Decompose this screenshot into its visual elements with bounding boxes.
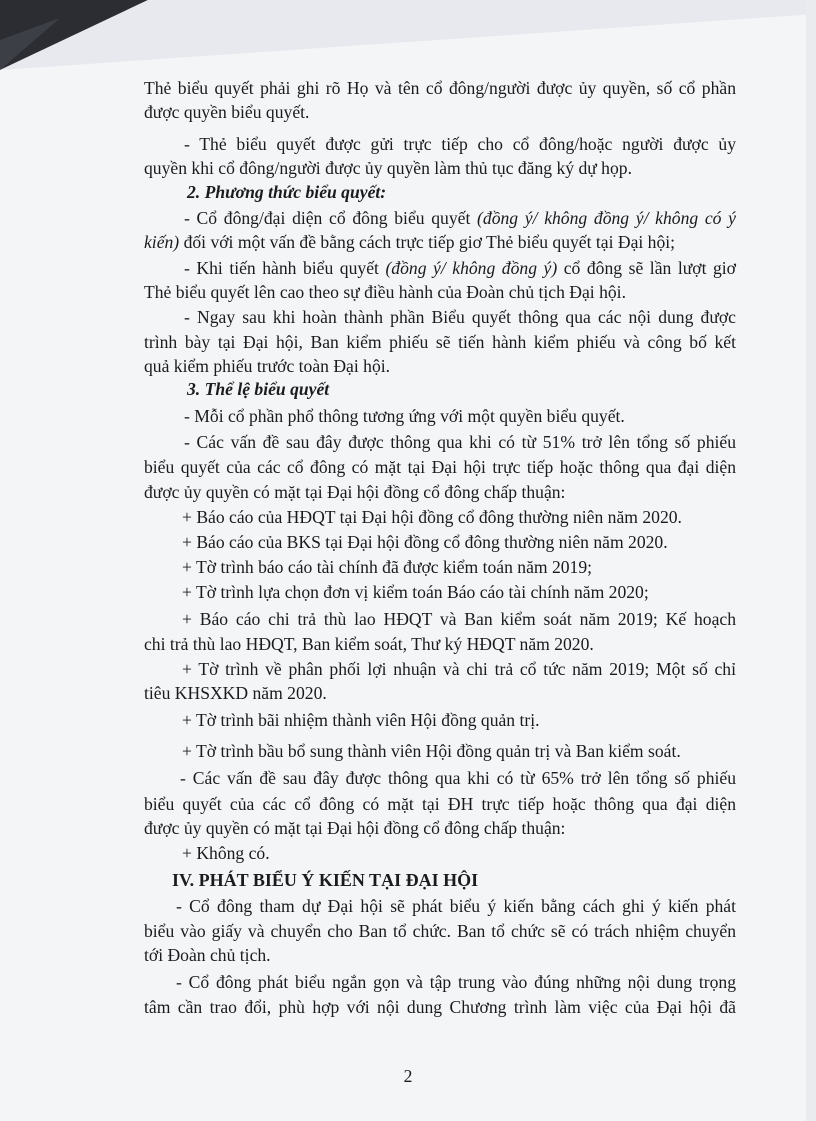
text-line: tiêu KHSXKD năm 2020. — [144, 683, 327, 703]
page-number: 2 — [403, 1066, 413, 1086]
list-item: + Tờ trình về phân phối lợi nhuận và chi trả cổ tức năm 2019; Một số chỉ — [182, 659, 736, 679]
section-heading-iv: IV. PHÁT BIỂU Ý KIẾN TẠI ĐẠI HỘI — [172, 870, 479, 890]
text-line: - Mỗi cổ phần phổ thông tương ứng với một quyền biểu quyết. — [184, 406, 625, 426]
text-line: được ủy quyền có mặt tại Đại hội đồng cổ đông chấp thuận: — [144, 818, 566, 838]
text-line: tới Đoàn chủ tịch. — [144, 945, 271, 965]
text-line: Thẻ biểu quyết phải ghi rõ Họ và tên cổ đông/người được ủy quyền, số cổ phần — [144, 78, 736, 98]
text-line: quyền khi cổ đông/người được ủy quyền làm thủ tục đăng ký dự họp. — [144, 158, 632, 178]
text-line: - Thẻ biểu quyết được gửi trực tiếp cho cổ đông/hoặc người được ủy — [184, 134, 736, 154]
heading-voting-rules: 3. Thể lệ biểu quyết — [187, 379, 330, 399]
list-item: + Báo cáo chi trả thù lao HĐQT và Ban kiểm soát năm 2019; Kế hoạch — [182, 609, 736, 629]
text-line: Thẻ biểu quyết lên cao theo sự điều hành của Đoàn chủ tịch Đại hội. — [144, 282, 626, 302]
text-line: chi trả thù lao HĐQT, Ban kiểm soát, Thư ký HĐQT năm 2020. — [144, 634, 594, 654]
text-line: - Các vấn đề sau đây được thông qua khi có từ 65% trở lên tổng số phiếu — [180, 768, 736, 788]
heading-voting-method: 2. Phương thức biểu quyết: — [187, 182, 387, 202]
text-line: trình bày tại Đại hội, Ban kiểm phiếu sẽ tiến hành kiểm phiếu và công bố kết — [144, 332, 736, 352]
text-line: - Ngay sau khi hoàn thành phần Biểu quyết thông qua các nội dung được — [184, 307, 736, 327]
list-item: + Tờ trình lựa chọn đơn vị kiểm toán Báo cáo tài chính năm 2020; — [182, 582, 649, 602]
list-item: + Tờ trình báo cáo tài chính đã được kiểm toán năm 2019; — [182, 557, 593, 577]
text-line: - Cổ đông/đại diện cổ đông biểu quyết (đồng ý/ không đồng ý/ không có ý — [184, 208, 736, 228]
text-line: biểu quyết của các cổ đông có mặt tại ĐH trực tiếp hoặc thông qua đại diện — [144, 794, 736, 814]
text-line: tâm cần trao đổi, phù hợp với nội dung Chương trình làm việc của Đại hội đã — [144, 997, 736, 1017]
text-line: kiến) đối với một vấn đề bằng cách trực tiếp giơ Thẻ biểu quyết tại Đại hội; — [144, 232, 676, 252]
text-line: - Các vấn đề sau đây được thông qua khi có từ 51% trở lên tổng số phiếu — [184, 432, 736, 452]
text-line: biểu vào giấy và chuyển cho Ban tổ chức. Ban tổ chức sẽ có trách nhiệm chuyển — [144, 921, 736, 941]
text-line: - Khi tiến hành biểu quyết (đồng ý/ không đồng ý) cổ đông sẽ lần lượt giơ — [184, 258, 736, 278]
list-item: + Báo cáo của BKS tại Đại hội đồng cổ đông thường niên năm 2020. — [182, 532, 668, 552]
text-line: được quyền biểu quyết. — [144, 102, 310, 122]
list-item: + Báo cáo của HĐQT tại Đại hội đồng cổ đông thường niên năm 2020. — [182, 507, 682, 527]
text-line: - Cổ đông phát biểu ngắn gọn và tập trung vào đúng những nội dung trọng — [176, 972, 736, 992]
list-item: + Không có. — [182, 843, 270, 863]
text-line: - Cổ đông tham dự Đại hội sẽ phát biểu ý kiến bằng cách ghi ý kiến phát — [176, 896, 736, 916]
list-item: + Tờ trình bãi nhiệm thành viên Hội đồng quản trị. — [182, 710, 540, 730]
text-line: được ủy quyền có mặt tại Đại hội đồng cổ đông chấp thuận: — [144, 482, 566, 502]
list-item: + Tờ trình bầu bổ sung thành viên Hội đồng quản trị và Ban kiểm soát. — [182, 741, 681, 761]
text-line: biểu quyết của các cổ đông có mặt tại Đại hội trực tiếp hoặc thông qua đại diện — [144, 457, 736, 477]
text-line: quả kiểm phiếu trước toàn Đại hội. — [144, 356, 391, 376]
